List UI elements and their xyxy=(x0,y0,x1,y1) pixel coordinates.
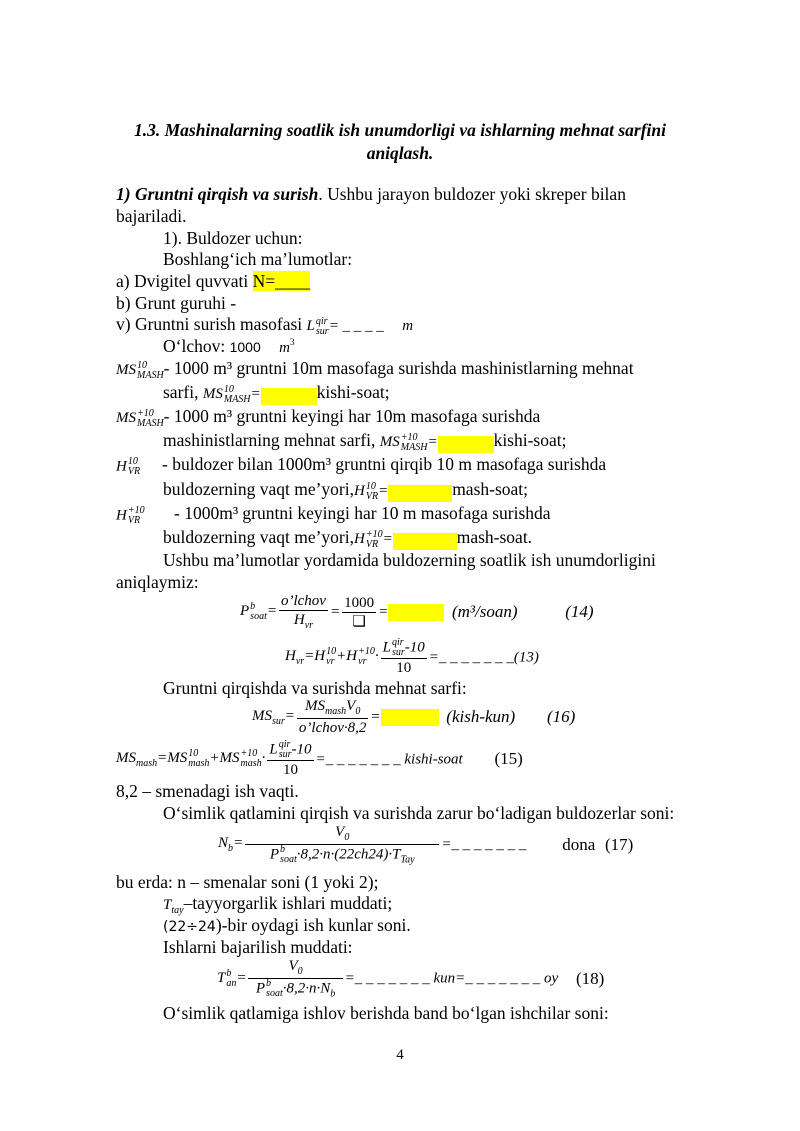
measure-label: O‘lchov: xyxy=(163,336,226,356)
productivity-text xyxy=(163,550,742,571)
initial-data-heading: Boshlang‘ich ma’lumotlar: xyxy=(163,249,353,269)
eq17-unit: dona xyxy=(562,834,596,854)
count-text: O‘simlik qatlamini qirqish va surishda zarur bo‘ladigan buldozerlar soni: xyxy=(163,803,675,823)
eq18-blanks: =_ _ _ _ _ _ _ kun=_ _ _ _ _ _ _ oy xyxy=(344,970,559,987)
workers-text: O‘simlik qatlamiga ishlov berishda band bo‘lgan ishchilar soni: xyxy=(163,1003,609,1023)
equation-15: $MS_{mash}=MS$ 10 mash +MS +10 mash · L qir sur -10 10 =_ _ _ _ _ _ _ kishi-soat (15) xyxy=(116,739,523,778)
hvr10-text2: buldozerning vaqt me’yori, xyxy=(163,479,354,499)
hvrp10-def-line2 xyxy=(163,527,532,550)
hvr10-def xyxy=(116,454,606,477)
hvrp10-symbol: H +10 VR xyxy=(116,504,145,526)
bulldozer-heading: 1). Buldozer uchun: xyxy=(163,228,303,248)
where-line: bu erda: n – smenalar soni (1 yoki 2); xyxy=(116,872,379,892)
equation-18: T b an = $V_0$ P b soat $\cdot 8,2\cdot n\cdot N_b$ =_ _ _ _ _ _ _ kun=_ _ _ _ _ _ _ oy (18) xyxy=(217,958,605,1000)
hvrp10-text2: buldozerning vaqt me’yori, xyxy=(163,527,354,547)
msp10-text: - 1000 m³ gruntni keyingi har 10m masofaga surishda xyxy=(163,406,541,426)
item-v-unit: m xyxy=(402,318,414,334)
equation-16: $MS_{sur}=$ $\frac{MS_{mash}V_0}{\text{o’lchov·8,2}}$ = (kish-kun) (16) xyxy=(252,698,576,736)
productivity-text-line2: aniqlaymiz: xyxy=(116,572,199,592)
hvr10-symbol: H 10 VR xyxy=(116,455,141,477)
eq14-denominator-2: ❑ xyxy=(352,613,366,630)
msp10-symbol-2: MS +10 MASH = xyxy=(379,431,438,453)
item-a-label: a) Dvigitel quvvati xyxy=(116,271,253,291)
item-a xyxy=(116,271,310,292)
msp10-def-line2 xyxy=(163,430,566,453)
hvr10-symbol-2: H 10 VR = xyxy=(354,480,389,502)
page-number: 4 xyxy=(396,1047,404,1063)
eq13-blank: =_ _ _ _ _ _ _(13) xyxy=(428,649,539,666)
eq17-blank: =_ _ _ _ _ _ _ xyxy=(441,836,527,853)
eq14-numerator-2: 1000 xyxy=(344,594,375,611)
item-b: b) Grunt guruhi - xyxy=(116,293,237,313)
ms10-def xyxy=(116,358,634,381)
eq15-blank: =_ _ _ _ _ _ _ kishi-soat xyxy=(315,751,463,768)
t-tay-symbol: $T_{tay}$ xyxy=(163,897,184,916)
section1-title: 1) Gruntni qirqish va surish xyxy=(116,184,319,204)
section-heading-line2: aniqlash. xyxy=(366,143,434,163)
shift-note: 8,2 – smenadagi ish vaqti. xyxy=(116,781,299,801)
duration-text: Ishlarni bajarilish muddati: xyxy=(163,937,353,957)
measure-unit-exp: 3 xyxy=(289,337,295,348)
ttay-text: –tayyorgarlik ishlari muddati; xyxy=(183,893,393,913)
hvrp10-text: - 1000m³ gruntni keyingi har 10 m masofaga surishda xyxy=(174,503,551,523)
hvrp10-unit: mash-soat. xyxy=(456,527,533,547)
msp10-unit: kishi-soat; xyxy=(493,430,567,450)
days-text: )-bir oydagi ish kunlar soni. xyxy=(215,915,411,935)
eq16-answer-field[interactable] xyxy=(381,709,439,726)
eq14-answer-field[interactable] xyxy=(388,604,444,621)
section-heading-line1: 1.3. Mashinalarning soatlik ish unumdorligi va ishlarning mehnat sarfini xyxy=(134,120,666,140)
labor-text: Gruntni qirqishda va surishda mehnat sarfi: xyxy=(163,678,467,698)
eq18-number: (18) xyxy=(575,968,605,988)
item-v-label: v) Gruntni surish masofasi xyxy=(116,314,303,334)
days-expression: (22÷24 xyxy=(163,919,216,935)
productivity-text-line1: Ushbu ma’lumotlar yordamida buldozerning soatlik ish unumdorligini xyxy=(163,550,656,570)
equation-14: P b soat = $\frac{\text{o’lchov}}{H_{vr}}$ = $\frac{1000}{❑}$ = (m³/soan) (14) xyxy=(240,593,594,631)
msp10-answer-field[interactable] xyxy=(438,436,494,453)
measure-line xyxy=(163,336,294,357)
engine-power-value: N=____ xyxy=(252,271,311,291)
eq16-denominator: o’lchov·8,2 xyxy=(298,720,367,736)
equation-17: $N_b=$ $V_0$ P b soat $\cdot 8,2\cdot n\cdot(22ch24)\cdot T_{Tay}$ =_ _ _ _ _ _ _ dona (17) xyxy=(218,824,634,866)
ttay-line xyxy=(163,893,392,917)
ms10-unit: kishi-soat; xyxy=(316,382,390,402)
eq14-number: (14) xyxy=(565,601,594,621)
days-line xyxy=(163,915,411,936)
eq14-unit: (m³/soan) xyxy=(451,601,518,621)
item-v xyxy=(116,314,413,337)
section1-intro xyxy=(116,184,742,205)
ms10-symbol: MS 10 MASH xyxy=(116,359,164,381)
ms10-def-line2 xyxy=(163,382,390,405)
hvr10-answer-field[interactable] xyxy=(388,485,452,502)
hvr10-text: - buldozer bilan 1000m³ gruntni qirqib 10 m masofaga surishda xyxy=(162,454,607,474)
eq14-numerator: o’lchov xyxy=(280,593,326,609)
eq15-number: (15) xyxy=(494,749,523,769)
msp10-symbol: MS +10 MASH xyxy=(116,407,164,429)
eq14-denominator: $H_{vr}$ xyxy=(293,612,314,631)
hvrp10-answer-field[interactable] xyxy=(393,533,457,550)
ms10-symbol-2: MS 10 MASH = xyxy=(202,383,261,405)
hvrp10-def xyxy=(116,503,551,526)
msp10-def xyxy=(116,406,540,429)
l-sur-symbol: L qir sur xyxy=(306,315,329,337)
eq17-number: (17) xyxy=(604,834,634,854)
section1-intro-line2: bajariladi. xyxy=(116,206,187,226)
hvr10-def-line2 xyxy=(163,479,528,502)
ms10-answer-field[interactable] xyxy=(261,388,317,405)
section1-intro-text: . Ushbu jarayon buldozer yoki skreper bilan xyxy=(318,184,626,204)
msp10-text2: mashinistlarning mehnat sarfi, xyxy=(163,430,376,450)
item-v-blank: = _ _ _ _ xyxy=(328,318,384,334)
hvrp10-symbol-2: H +10 VR = xyxy=(354,528,393,550)
ms10-text2: sarfi, xyxy=(163,382,199,402)
equation-13: $H_{vr}=H$ 10 vr +H +10 vr · L qir sur -10 10 =_ _ _ _ _ _ _(13) xyxy=(285,637,539,676)
measure-value: 1000 xyxy=(229,339,261,355)
measure-unit: m xyxy=(279,340,290,356)
ms10-text: - 1000 m³ gruntni 10m masofaga surishda mashinistlarning mehnat xyxy=(163,358,634,378)
eq16-unit: (kish-kun) xyxy=(446,706,516,726)
eq16-number: (16) xyxy=(546,706,576,726)
hvr10-unit: mash-soat; xyxy=(452,479,529,499)
